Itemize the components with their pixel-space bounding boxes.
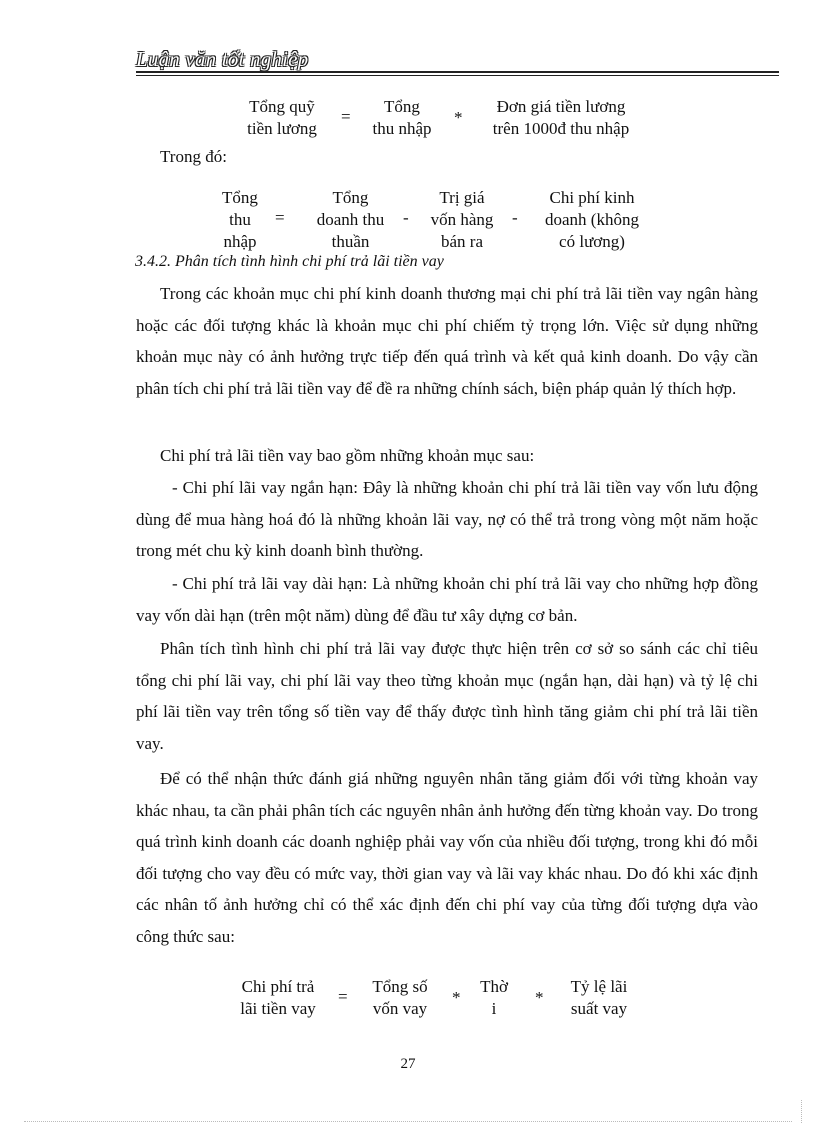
- formula2-equals: =: [275, 208, 285, 227]
- formula2-term-a: Tổng doanh thu thuần: [316, 188, 385, 251]
- paragraph-4: Để có thể nhận thức đánh giá những nguyên nhân tăng giảm đối với từng khoản vay khác nhau, ta cần phải phân tích các nguyên nhân ảnh hưởng đến từng khoản vay. Do trong quá trình kinh doanh các doanh nghiệp phải vay vốn của nhiều đối tượng, trong khi đó mỗi đối tượng cho vay đều có mức vay, thời gian vay và lãi vay khác nhau. Do đó khi xác định các nhân tố ảnh hưởng chỉ có thể xác định đến chi phí vay của từng đối tượng dựa vào công thức sau:: [136, 769, 758, 946]
- paragraph-short-term-interest: - Chi phí lãi vay ngắn hạn: Đây là những khoản chi phí trả lãi tiền vay vốn lưu động dùng để mua hàng hoá đó là những khoản lãi vay, nợ có thể trả trong vòng một năm hoặc trong mét chu kỳ kinh doanh bình thường.: [136, 478, 758, 560]
- formula2-minus-2: -: [512, 208, 518, 227]
- header-rule: [136, 71, 779, 73]
- paragraph-3: Phân tích tình hình chi phí trả lãi vay được thực hiện trên cơ sở so sánh các chỉ tiêu tổng chi phí lãi vay, chi phí lãi vay theo từng khoản mục (ngắn hạn, dài hạn) và tỷ lệ chi phí lãi tiền vay trên tổng số tiền vay để thấy được tình hình tăng giảm chi phí trả lãi tiền vay.: [136, 639, 758, 753]
- formula1-term-b: Đơn giá tiền lương trên 1000đ thu nhập: [492, 97, 630, 138]
- formula2-term-b: Trị giá vốn hàng bán ra: [430, 188, 494, 251]
- formula3-term-b: Thờ i: [480, 977, 508, 1018]
- formula3-term-a: Tổng số vốn vay: [372, 977, 428, 1018]
- intro-label: Trong đó:: [160, 147, 227, 166]
- paragraph-1: Trong các khoản mục chi phí kinh doanh thương mại chi phí trả lãi tiền vay ngân hàng hoặc các đối tượng khác là khoản mục chi phí chiếm tỷ trọng lớn. Việc sử dụng những khoản mục này có ảnh hưởng trực tiếp đến quá trình và kết quả kinh doanh. Do vậy cần phân tích chi phí trả lãi tiền vay để đề ra những chính sách, biện pháp quản lý thích hợp.: [136, 284, 758, 398]
- formula3-lhs: Chi phí trả lãi tiền vay: [240, 977, 316, 1018]
- section-heading: 3.4.2. Phân tích tình hình chi phí trả lãi tiền vay: [135, 253, 444, 270]
- formula2-minus-1: -: [403, 208, 409, 227]
- header-title: Luận văn tốt nghiệp: [136, 47, 309, 71]
- formula3-equals: =: [338, 987, 348, 1006]
- paragraph-2: Chi phí trả lãi tiền vay bao gồm những khoản mục sau:: [160, 446, 535, 465]
- formula3-term-c: Tỷ lệ lãi suất vay: [570, 977, 628, 1018]
- formula1-multiply: *: [454, 108, 463, 127]
- page-bottom-border: [24, 1121, 792, 1122]
- page-corner-border: [801, 1100, 802, 1123]
- formula1-lhs: Tổng quỹ tiền lương: [247, 97, 317, 138]
- formula2-term-c: Chi phí kinh doanh (không có lương): [545, 188, 639, 251]
- page-number: 27: [400, 1056, 416, 1072]
- paragraph-long-term-interest: - Chi phí trả lãi vay dài hạn: Là những khoản chi phí trả lãi vay cho những hợp đồng vay vốn dài hạn (trên một năm) dùng để đầu tư xây dựng cơ bản.: [136, 574, 758, 625]
- header-rule-thin: [136, 75, 779, 76]
- formula3-multiply-1: *: [452, 988, 461, 1007]
- formula3-multiply-2: *: [535, 988, 544, 1007]
- formula1-equals: =: [341, 107, 351, 126]
- formula1-term-a: Tổng thu nhập: [372, 97, 432, 138]
- formula2-lhs: Tổng thu nhập: [222, 188, 258, 251]
